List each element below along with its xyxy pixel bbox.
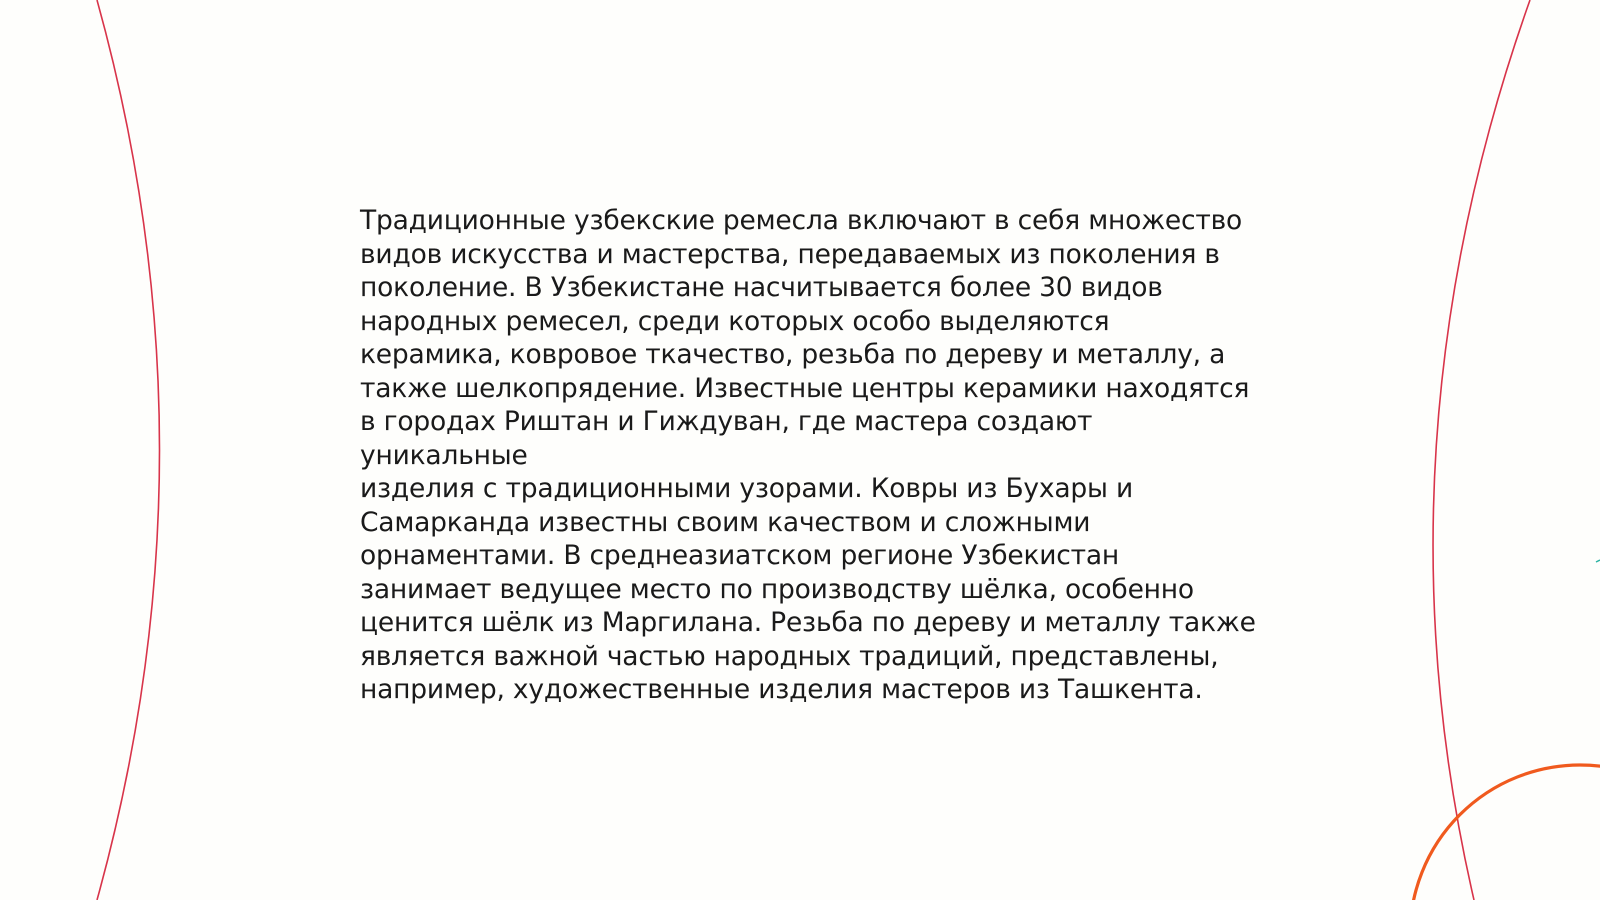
left-curve-line bbox=[97, 0, 160, 900]
right-curve-line bbox=[1433, 0, 1530, 900]
slide-body-text: Традиционные узбекские ремесла включают в себя множество видов искусства и мастерства, передаваемых из поколения в поколение. В Узбекистане насчитывается более 30 видов народных ремесел, среди которых особо выделяются керамика, ковровое ткачество, резьба по дереву и металлу, а также шелкопрядение. Известные центры керамики находятся в городах Риштан и Гиждуван, где мастера создают уникальные изделия с традиционными узорами. Ковры из Бухары и Самарканда известны своим качеством и сложными орнаментами. В среднеазиатском регионе Узбекистан занимает ведущее место по производству шёлка, особенно ценится шёлк из Маргилана. Резьба по дереву и металлу также является важной частью народных традиций, представлены, например, художественные изделия мастеров из Ташкента. bbox=[360, 205, 1256, 705]
edge-accent-mark bbox=[1596, 560, 1600, 562]
orange-circle-arc bbox=[1410, 765, 1600, 900]
